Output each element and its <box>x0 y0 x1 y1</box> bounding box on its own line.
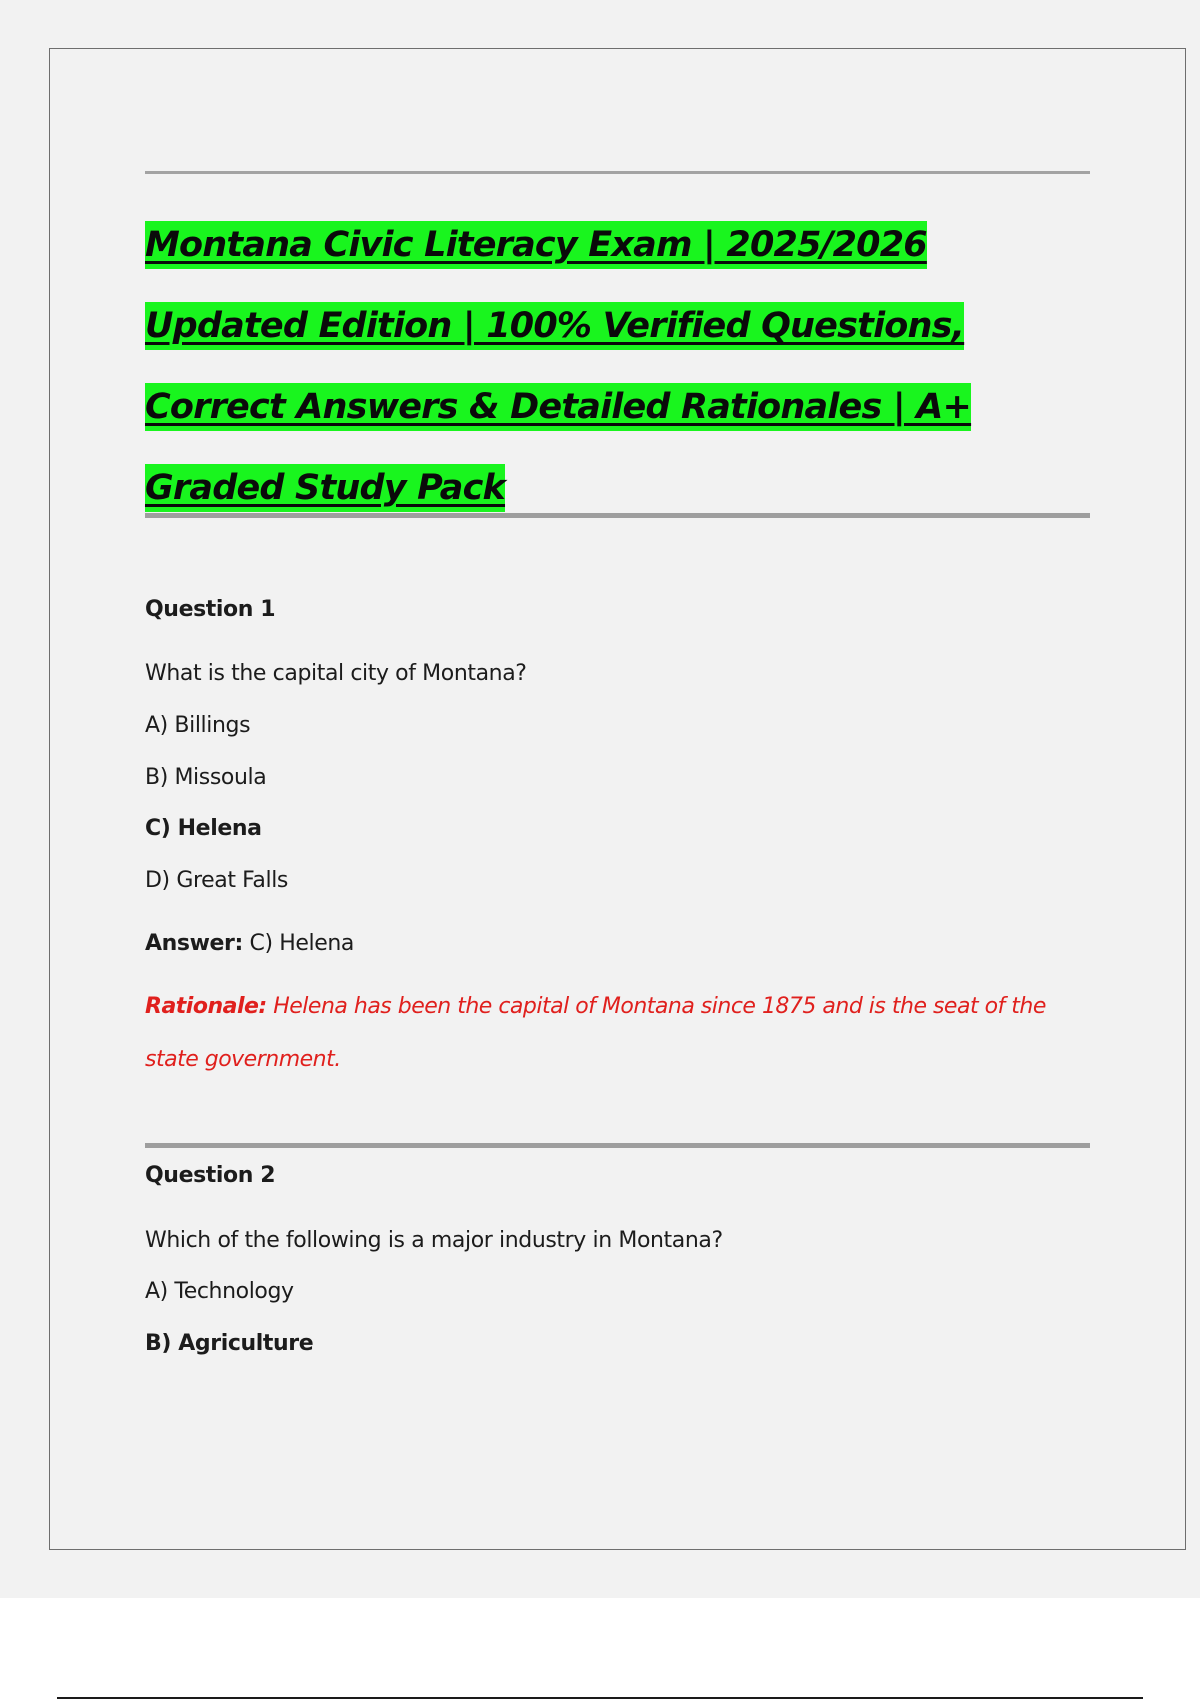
page-bottom-rule <box>57 1697 1143 1699</box>
title-bottom-divider <box>145 513 1090 518</box>
answer-value: C) Helena <box>242 931 354 956</box>
rationale-text: Helena has been the capital of Montana since 1875 and is the seat of the state government. <box>145 994 1046 1072</box>
question-1-text: What is the capital city of Montana? <box>145 661 527 686</box>
question-1-option-d: D) Great Falls <box>145 868 288 893</box>
question-2-option-a: A) Technology <box>145 1279 294 1304</box>
title-top-divider <box>145 171 1090 174</box>
question-2-option-b-correct: B) Agriculture <box>145 1331 314 1356</box>
question-1-option-a: A) Billings <box>145 713 251 738</box>
document-title <box>145 205 1095 529</box>
question-1-option-b: B) Missoula <box>145 765 267 790</box>
answer-label: Answer: <box>145 931 243 956</box>
question-1-rationale <box>145 980 1090 1086</box>
title-highlight: Montana Civic Literacy Exam | 2025/2026 Updated Edition | 100% Verified Questions, Correct Answers & Detailed Rationales | A+ Graded Study Pack <box>145 221 971 512</box>
rationale-label: Rationale: <box>145 994 267 1019</box>
question-1-heading: Question 1 <box>145 597 276 622</box>
question-2-text: Which of the following is a major industry in Montana? <box>145 1228 723 1253</box>
question-2-divider <box>145 1143 1090 1148</box>
question-2-heading: Question 2 <box>145 1163 276 1188</box>
question-1-option-c-correct: C) Helena <box>145 816 262 841</box>
question-1-answer <box>145 930 354 958</box>
